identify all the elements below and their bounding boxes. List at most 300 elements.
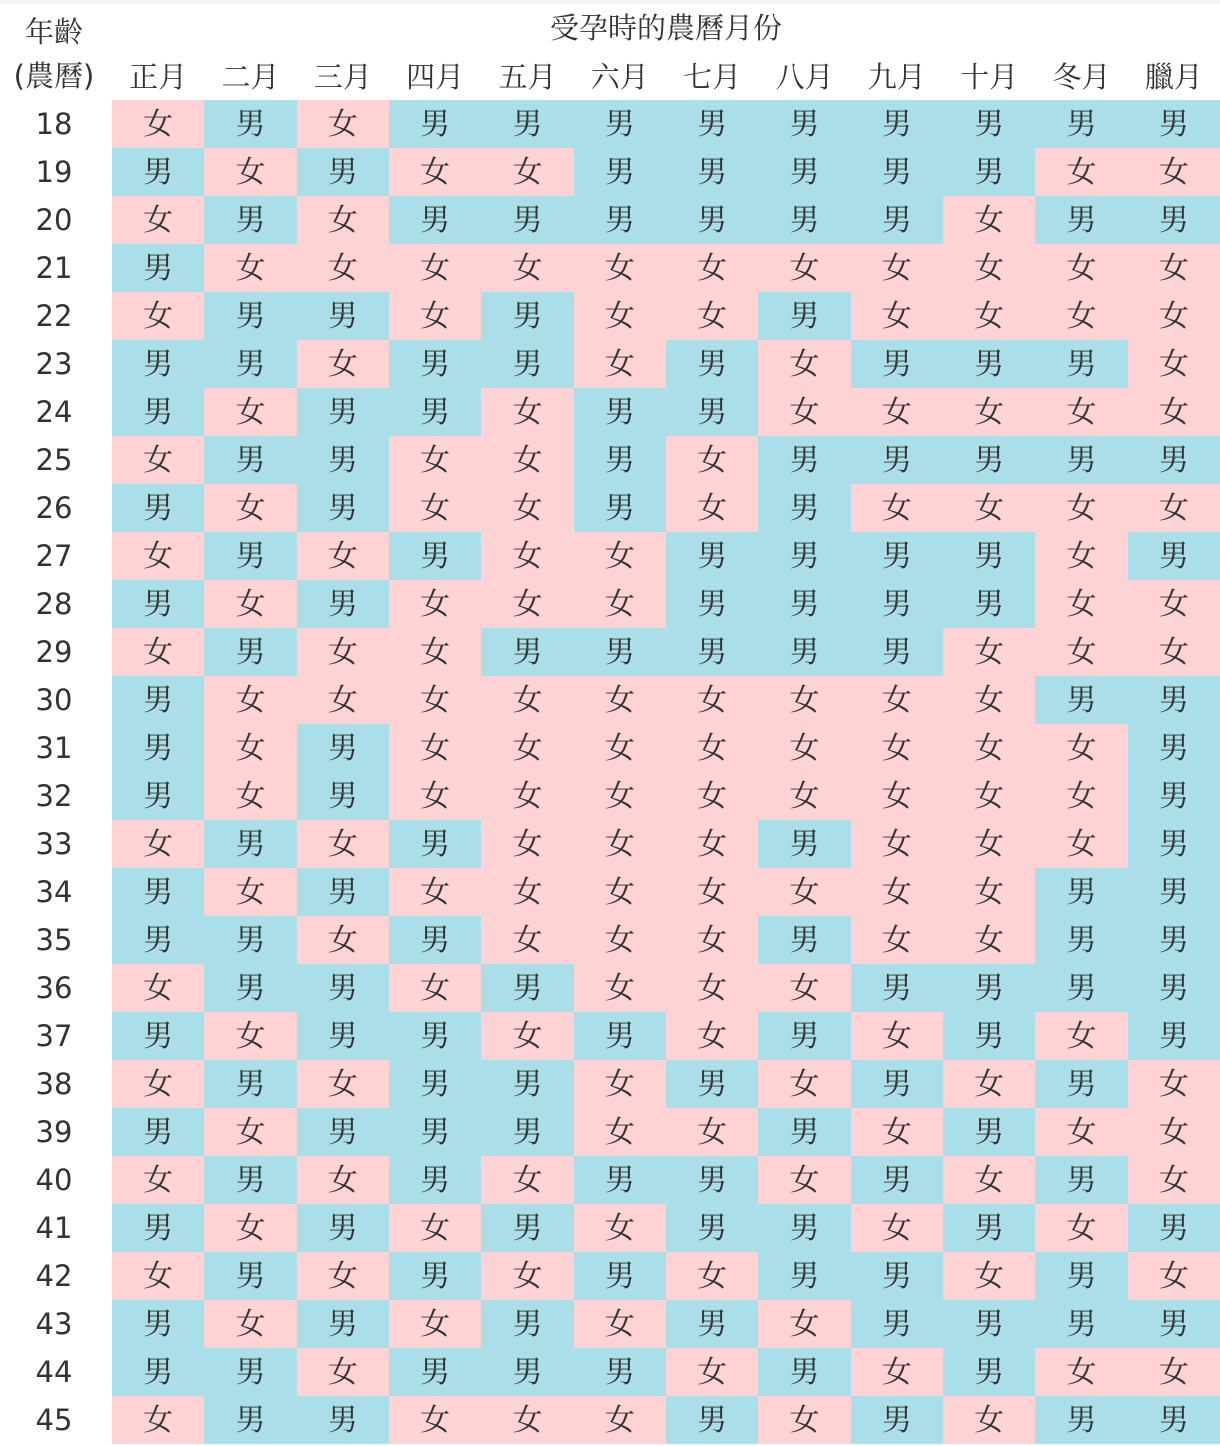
gender-cell-male: 男 [1035,1156,1127,1204]
gender-cell-female: 女 [943,196,1035,244]
gender-cell-male: 男 [297,580,389,628]
gender-cell-male: 男 [1035,1252,1127,1300]
gender-cell-male: 男 [851,628,943,676]
gender-cell-male: 男 [758,196,850,244]
gender-cell-male: 男 [297,1108,389,1156]
gender-cell-female: 女 [758,1396,850,1444]
gender-cell-male: 男 [1128,772,1220,820]
gender-cell-male: 男 [851,964,943,1012]
gender-cell-male: 男 [666,1060,758,1108]
gender-cell-male: 男 [297,148,389,196]
gender-cell-male: 男 [758,1204,850,1252]
gender-cell-female: 女 [389,724,481,772]
gender-cell-male: 男 [574,388,666,436]
gender-cell-female: 女 [943,676,1035,724]
gender-cell-female: 女 [943,724,1035,772]
gender-cell-female: 女 [481,484,573,532]
age-cell: 40 [35,1163,73,1197]
gender-cell-male: 男 [112,1108,204,1156]
gender-cell-male: 男 [943,964,1035,1012]
gender-cell-female: 女 [574,340,666,388]
gender-cell-male: 男 [297,964,389,1012]
gender-cell-male: 男 [851,532,943,580]
gender-cell-male: 男 [204,1396,296,1444]
gender-cell-male: 男 [1128,1204,1220,1252]
gender-cell-female: 女 [112,196,204,244]
gender-cell-male: 男 [666,100,758,148]
gender-cell-male: 男 [204,340,296,388]
age-cell: 39 [35,1115,73,1149]
gender-cell-male: 男 [666,1204,758,1252]
gender-cell-female: 女 [666,484,758,532]
gender-cell-male: 男 [1035,100,1127,148]
age-cell: 25 [35,443,73,477]
gender-cell-female: 女 [481,388,573,436]
gender-cell-male: 男 [297,1204,389,1252]
gender-cell-male: 男 [389,1156,481,1204]
gender-cell-male: 男 [666,388,758,436]
gender-cell-male: 男 [112,340,204,388]
gender-cell-female: 女 [204,580,296,628]
gender-cell-female: 女 [389,868,481,916]
gender-cell-male: 男 [389,820,481,868]
gender-cell-female: 女 [204,676,296,724]
gender-cell-male: 男 [666,532,758,580]
gender-cell-male: 男 [389,1252,481,1300]
gender-cell-female: 女 [574,1204,666,1252]
gender-cell-male: 男 [1035,340,1127,388]
gender-cell-male: 男 [204,1156,296,1204]
gender-cell-male: 男 [204,1060,296,1108]
gender-cell-male: 男 [1128,1012,1220,1060]
gender-cell-female: 女 [1035,772,1127,820]
gender-cell-male: 男 [1128,724,1220,772]
gender-cell-female: 女 [943,1252,1035,1300]
gender-cell-male: 男 [112,1012,204,1060]
gender-cell-male: 男 [481,1204,573,1252]
gender-cell-female: 女 [851,868,943,916]
age-cell: 20 [35,203,73,237]
age-cell: 26 [35,491,73,525]
gender-cell-female: 女 [1035,724,1127,772]
gender-cell-female: 女 [943,868,1035,916]
gender-cell-male: 男 [112,916,204,964]
gender-cell-male: 男 [758,436,850,484]
gender-cell-female: 女 [389,484,481,532]
gender-cell-male: 男 [1035,676,1127,724]
gender-cell-male: 男 [758,292,850,340]
gender-cell-female: 女 [1035,1108,1127,1156]
gender-cell-female: 女 [389,436,481,484]
gender-cell-male: 男 [389,1012,481,1060]
gender-cell-male: 男 [389,100,481,148]
gender-cell-female: 女 [758,1060,850,1108]
month-header-cell: 臘月 [1144,60,1203,94]
gender-cell-female: 女 [1035,532,1127,580]
gender-cell-female: 女 [574,772,666,820]
gender-cell-female: 女 [481,1396,573,1444]
gender-cell-female: 女 [666,868,758,916]
gender-cell-female: 女 [851,772,943,820]
gender-cell-female: 女 [574,1300,666,1348]
gender-cell-female: 女 [1128,148,1220,196]
gender-cell-male: 男 [297,292,389,340]
gender-cell-female: 女 [481,676,573,724]
gender-cell-male: 男 [574,196,666,244]
gender-cell-female: 女 [1035,1204,1127,1252]
gender-cell-female: 女 [389,628,481,676]
age-cell: 45 [35,1403,73,1437]
gender-cell-male: 男 [204,196,296,244]
gender-cell-female: 女 [758,244,850,292]
gender-cell-male: 男 [297,1396,389,1444]
gender-cell-male: 男 [851,340,943,388]
gender-cell-male: 男 [481,340,573,388]
age-cell: 35 [35,923,73,957]
gender-cell-female: 女 [851,724,943,772]
gender-cell-male: 男 [943,1300,1035,1348]
gender-cell-male: 男 [1128,820,1220,868]
gender-cell-female: 女 [204,1204,296,1252]
gender-cell-male: 男 [112,580,204,628]
gender-cell-male: 男 [851,100,943,148]
gender-cell-female: 女 [204,868,296,916]
gender-cell-male: 男 [297,436,389,484]
gender-cell-female: 女 [112,100,204,148]
gender-cell-female: 女 [297,1348,389,1396]
gender-cell-female: 女 [481,1156,573,1204]
gender-cell-female: 女 [481,868,573,916]
gender-cell-male: 男 [297,868,389,916]
gender-cell-male: 男 [1035,916,1127,964]
gender-cell-female: 女 [389,676,481,724]
gender-cell-female: 女 [389,292,481,340]
gender-cell-male: 男 [389,532,481,580]
gender-cell-male: 男 [297,724,389,772]
gender-cell-female: 女 [1128,1156,1220,1204]
gender-cell-female: 女 [297,1156,389,1204]
gender-cell-female: 女 [851,820,943,868]
gender-cell-male: 男 [204,628,296,676]
gender-cell-male: 男 [666,1396,758,1444]
gender-cell-male: 男 [297,772,389,820]
gender-cell-female: 女 [297,628,389,676]
gender-cell-male: 男 [666,580,758,628]
gender-cell-female: 女 [1128,628,1220,676]
gender-cell-female: 女 [666,772,758,820]
gender-cell-female: 女 [851,244,943,292]
gender-cell-female: 女 [851,388,943,436]
gender-cell-male: 男 [1128,868,1220,916]
gender-cell-female: 女 [297,916,389,964]
gender-cell-female: 女 [851,484,943,532]
gender-cell-female: 女 [112,1156,204,1204]
month-header-row [112,52,1220,100]
gender-cell-female: 女 [112,292,204,340]
gender-cell-male: 男 [112,388,204,436]
gender-cell-female: 女 [666,292,758,340]
gender-cell-male: 男 [481,196,573,244]
gender-cell-female: 女 [666,436,758,484]
gender-cell-female: 女 [1128,1060,1220,1108]
gender-cell-male: 男 [666,340,758,388]
age-cell: 37 [35,1019,73,1053]
gender-cell-female: 女 [758,1156,850,1204]
gender-cell-female: 女 [1128,1348,1220,1396]
gender-cell-male: 男 [297,1012,389,1060]
age-cell: 32 [35,779,73,813]
gender-cell-female: 女 [297,100,389,148]
gender-cell-female: 女 [943,1156,1035,1204]
gender-cell-female: 女 [666,1012,758,1060]
age-cell: 18 [35,107,73,141]
gender-cell-male: 男 [1128,964,1220,1012]
gender-cell-female: 女 [481,532,573,580]
gender-cell-male: 男 [1128,532,1220,580]
gender-cell-female: 女 [666,1252,758,1300]
gender-cell-female: 女 [1035,1012,1127,1060]
gender-cell-female: 女 [574,532,666,580]
gender-cell-male: 男 [1128,1396,1220,1444]
gender-cell-female: 女 [666,676,758,724]
age-cell: 21 [35,251,73,285]
gender-cell-male: 男 [1035,1300,1127,1348]
gender-cell-male: 男 [574,148,666,196]
month-header-cell: 三月 [313,60,372,94]
gender-cell-male: 男 [666,1300,758,1348]
gender-cell-male: 男 [481,964,573,1012]
gender-cell-female: 女 [297,340,389,388]
gender-cell-female: 女 [1128,580,1220,628]
gender-cell-female: 女 [574,292,666,340]
gender-cell-female: 女 [112,1060,204,1108]
gender-cell-female: 女 [204,1012,296,1060]
gender-cell-male: 男 [574,1348,666,1396]
gender-cell-male: 男 [204,1252,296,1300]
gender-cell-female: 女 [851,916,943,964]
gender-cell-female: 女 [758,868,850,916]
gender-cell-female: 女 [943,1396,1035,1444]
gender-cell-female: 女 [481,1252,573,1300]
gender-cell-female: 女 [574,676,666,724]
gender-cell-male: 男 [1035,964,1127,1012]
gender-cell-male: 男 [666,196,758,244]
gender-cell-female: 女 [851,676,943,724]
gender-cell-male: 男 [1128,196,1220,244]
age-header-sublabel: (農曆) [13,59,95,93]
gender-cell-male: 男 [574,1012,666,1060]
gender-cell-male: 男 [758,1108,850,1156]
gender-cell-female: 女 [574,868,666,916]
gender-cell-female: 女 [389,580,481,628]
gender-cell-female: 女 [574,244,666,292]
gender-cell-male: 男 [204,292,296,340]
gender-cell-male: 男 [574,1156,666,1204]
gender-cell-female: 女 [204,484,296,532]
month-header-cell: 冬月 [1052,60,1111,94]
age-cell: 43 [35,1307,73,1341]
gender-cell-male: 男 [851,148,943,196]
gender-cell-female: 女 [481,148,573,196]
gender-cell-male: 男 [297,484,389,532]
gender-cell-female: 女 [297,676,389,724]
gender-cell-female: 女 [574,820,666,868]
gender-cell-female: 女 [389,1396,481,1444]
gender-cell-female: 女 [851,1204,943,1252]
month-header-cell: 二月 [221,60,280,94]
gender-cell-male: 男 [112,1348,204,1396]
gender-cell-male: 男 [389,340,481,388]
gender-cell-male: 男 [481,1348,573,1396]
gender-cell-male: 男 [481,292,573,340]
gender-cell-female: 女 [112,1396,204,1444]
gender-cell-male: 男 [1035,1396,1127,1444]
gender-cell-male: 男 [204,100,296,148]
gender-cell-male: 男 [851,1060,943,1108]
age-column [0,100,108,1444]
age-cell: 38 [35,1067,73,1101]
gender-cell-male: 男 [851,436,943,484]
gender-cell-male: 男 [112,1204,204,1252]
gender-cell-male: 男 [481,1108,573,1156]
gender-cell-female: 女 [1035,148,1127,196]
gender-cell-male: 男 [112,484,204,532]
gender-cell-female: 女 [758,1300,850,1348]
gender-cell-female: 女 [204,1108,296,1156]
gender-cell-female: 女 [943,388,1035,436]
gender-cell-female: 女 [943,772,1035,820]
gender-cell-female: 女 [666,244,758,292]
month-header-cell: 正月 [129,60,188,94]
gender-cell-female: 女 [851,1012,943,1060]
gender-cell-female: 女 [851,1108,943,1156]
gender-cell-female: 女 [943,628,1035,676]
month-header-cell: 十月 [960,60,1019,94]
gender-cell-female: 女 [1128,244,1220,292]
gender-cell-male: 男 [204,532,296,580]
gender-cell-male: 男 [1128,916,1220,964]
gender-cell-male: 男 [389,1348,481,1396]
gender-cell-male: 男 [943,340,1035,388]
age-cell: 24 [35,395,73,429]
gender-cell-male: 男 [758,100,850,148]
gender-cell-female: 女 [574,580,666,628]
month-header-cell: 四月 [406,60,465,94]
gender-cell-female: 女 [481,580,573,628]
gender-cell-female: 女 [204,772,296,820]
gender-cell-male: 男 [758,1348,850,1396]
gender-cell-male: 男 [112,868,204,916]
gender-cell-male: 男 [204,964,296,1012]
gender-cell-female: 女 [389,772,481,820]
gender-cell-male: 男 [666,628,758,676]
gender-cell-female: 女 [204,388,296,436]
gender-cell-female: 女 [389,1300,481,1348]
gender-cell-male: 男 [1035,868,1127,916]
gender-cell-male: 男 [297,388,389,436]
gender-cell-male: 男 [1128,100,1220,148]
gender-cell-male: 男 [1128,676,1220,724]
age-cell: 42 [35,1259,73,1293]
gender-cell-female: 女 [1035,1348,1127,1396]
gender-cell-male: 男 [297,1300,389,1348]
gender-cell-male: 男 [943,1012,1035,1060]
gender-cell-male: 男 [943,1204,1035,1252]
age-header-label: 年齡 [24,15,83,49]
gender-cell-male: 男 [112,1300,204,1348]
gender-cell-female: 女 [204,724,296,772]
gender-cell-female: 女 [389,964,481,1012]
gender-cell-female: 女 [297,820,389,868]
month-header-cell: 七月 [683,60,742,94]
age-cell: 33 [35,827,73,861]
gender-cell-male: 男 [112,676,204,724]
gender-cell-male: 男 [204,436,296,484]
gender-cell-female: 女 [943,292,1035,340]
age-cell: 31 [35,731,73,765]
gender-cell-female: 女 [297,1060,389,1108]
gender-cell-female: 女 [297,244,389,292]
gender-cell-female: 女 [851,292,943,340]
gender-cell-female: 女 [1128,1108,1220,1156]
gender-cell-female: 女 [481,724,573,772]
gender-cell-male: 男 [481,1060,573,1108]
age-cell: 41 [35,1211,73,1245]
gender-cell-male: 男 [943,580,1035,628]
gender-cell-male: 男 [1035,1060,1127,1108]
gender-cell-female: 女 [758,388,850,436]
gender-cell-male: 男 [574,628,666,676]
gender-cell-male: 男 [112,148,204,196]
gender-cell-male: 男 [851,1156,943,1204]
gender-cell-male: 男 [204,916,296,964]
gender-cell-male: 男 [112,244,204,292]
age-cell: 23 [35,347,73,381]
month-header-cell: 九月 [867,60,926,94]
gender-cell-male: 男 [389,388,481,436]
gender-cell-male: 男 [574,436,666,484]
gender-cell-male: 男 [758,532,850,580]
gender-cell-female: 女 [481,244,573,292]
gender-cell-female: 女 [112,436,204,484]
gender-cell-female: 女 [943,1060,1035,1108]
gender-cell-female: 女 [574,916,666,964]
gender-cell-female: 女 [112,1252,204,1300]
gender-cell-female: 女 [1035,388,1127,436]
age-cell: 29 [35,635,73,669]
gender-cell-female: 女 [204,244,296,292]
gender-cell-male: 男 [943,1108,1035,1156]
gender-cell-female: 女 [666,724,758,772]
gender-cell-female: 女 [1128,292,1220,340]
gender-cell-female: 女 [389,1204,481,1252]
age-cell: 34 [35,875,73,909]
gender-cell-male: 男 [943,532,1035,580]
gender-cell-female: 女 [574,724,666,772]
gender-cell-female: 女 [1128,340,1220,388]
gender-cell-female: 女 [1035,820,1127,868]
gender-cell-male: 男 [204,1348,296,1396]
gender-cell-female: 女 [297,196,389,244]
month-header-cell: 八月 [775,60,834,94]
gender-cell-male: 男 [112,724,204,772]
age-cell: 30 [35,683,73,717]
gender-cell-female: 女 [851,1348,943,1396]
gender-cell-male: 男 [574,1252,666,1300]
gender-cell-female: 女 [943,244,1035,292]
gender-cell-male: 男 [574,100,666,148]
gender-cell-female: 女 [481,820,573,868]
